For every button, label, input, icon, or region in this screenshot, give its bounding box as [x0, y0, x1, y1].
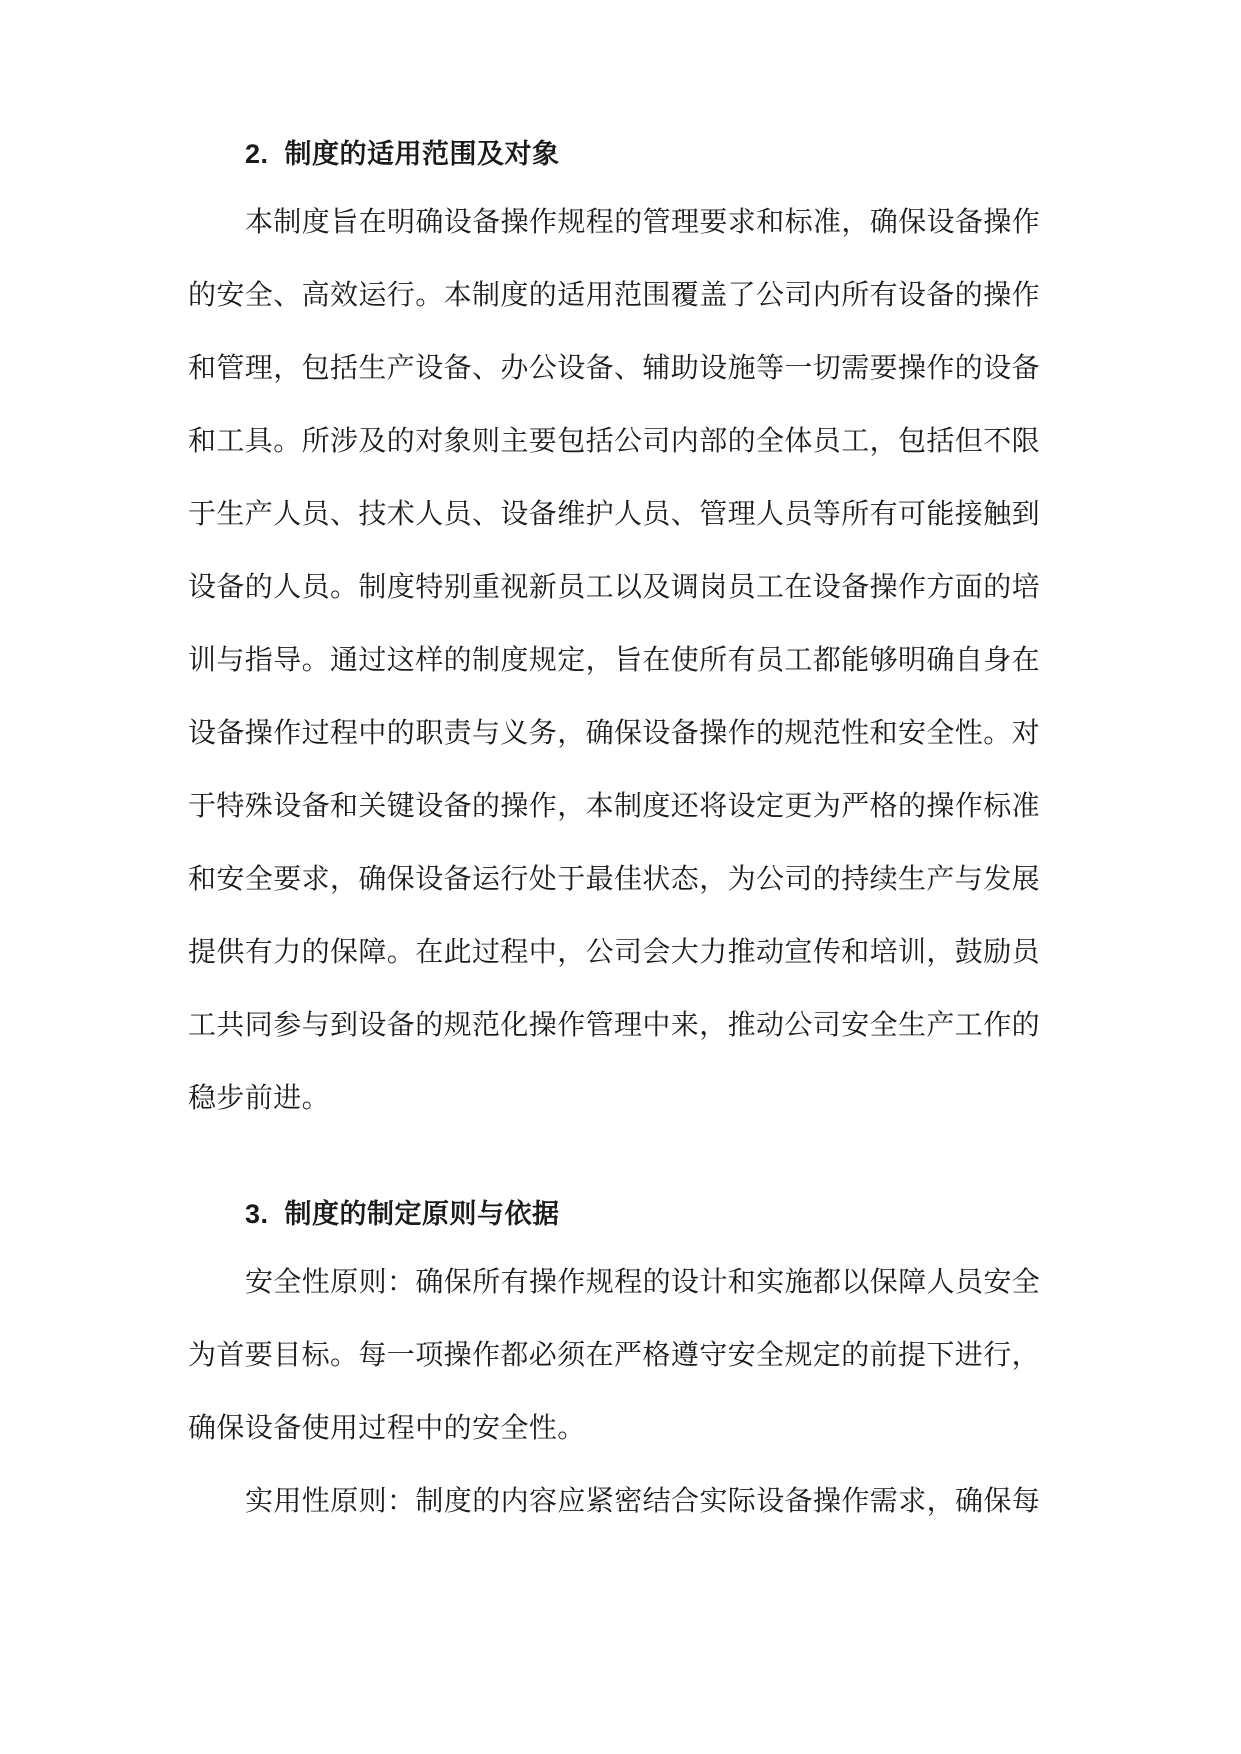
- paragraph-line: 和安全要求，确保设备运行处于最佳状态，为公司的持续生产与发展: [188, 862, 1041, 895]
- section-3-heading: [245, 1196, 560, 1233]
- paragraph-line: 安全性原则：确保所有操作规程的设计和实施都以保障人员安全: [245, 1265, 1041, 1298]
- paragraph-line: 稳步前进。: [188, 1081, 331, 1114]
- paragraph-line: 设备的人员。制度特别重视新员工以及调岗员工在设备操作方面的培: [188, 570, 1041, 603]
- paragraph-line: 为首要目标。每一项操作都必须在严格遵守安全规定的前提下进行，: [188, 1338, 1041, 1371]
- section-3-number: 3.: [245, 1199, 269, 1229]
- section-2-heading: [245, 136, 560, 173]
- section-3-title: 制度的制定原则与依据: [284, 1199, 560, 1230]
- paragraph-line: 确保设备使用过程中的安全性。: [188, 1411, 586, 1444]
- paragraph-line: 的安全、高效运行。本制度的适用范围覆盖了公司内所有设备的操作: [188, 278, 1041, 311]
- paragraph-line: 和工具。所涉及的对象则主要包括公司内部的全体员工，包括但不限: [188, 424, 1041, 457]
- paragraph-line: 设备操作过程中的职责与义务，确保设备操作的规范性和安全性。对: [188, 716, 1041, 749]
- section-2-title: 制度的适用范围及对象: [284, 139, 560, 170]
- paragraph-line: 本制度旨在明确设备操作规程的管理要求和标准，确保设备操作: [245, 205, 1041, 238]
- section-2-number: 2.: [245, 139, 269, 169]
- paragraph-line: 提供有力的保障。在此过程中，公司会大力推动宣传和培训，鼓励员: [188, 935, 1041, 968]
- paragraph-line: 训与指导。通过这样的制度规定，旨在使所有员工都能够明确自身在: [188, 643, 1041, 676]
- paragraph-line: 实用性原则：制度的内容应紧密结合实际设备操作需求，确保每: [245, 1484, 1041, 1517]
- paragraph-line: 于生产人员、技术人员、设备维护人员、管理人员等所有可能接触到: [188, 497, 1041, 530]
- paragraph-line: 于特殊设备和关键设备的操作，本制度还将设定更为严格的操作标准: [188, 789, 1041, 822]
- paragraph-line: 和管理，包括生产设备、办公设备、辅助设施等一切需要操作的设备: [188, 351, 1041, 384]
- paragraph-line: 工共同参与到设备的规范化操作管理中来，推动公司安全生产工作的: [188, 1008, 1041, 1041]
